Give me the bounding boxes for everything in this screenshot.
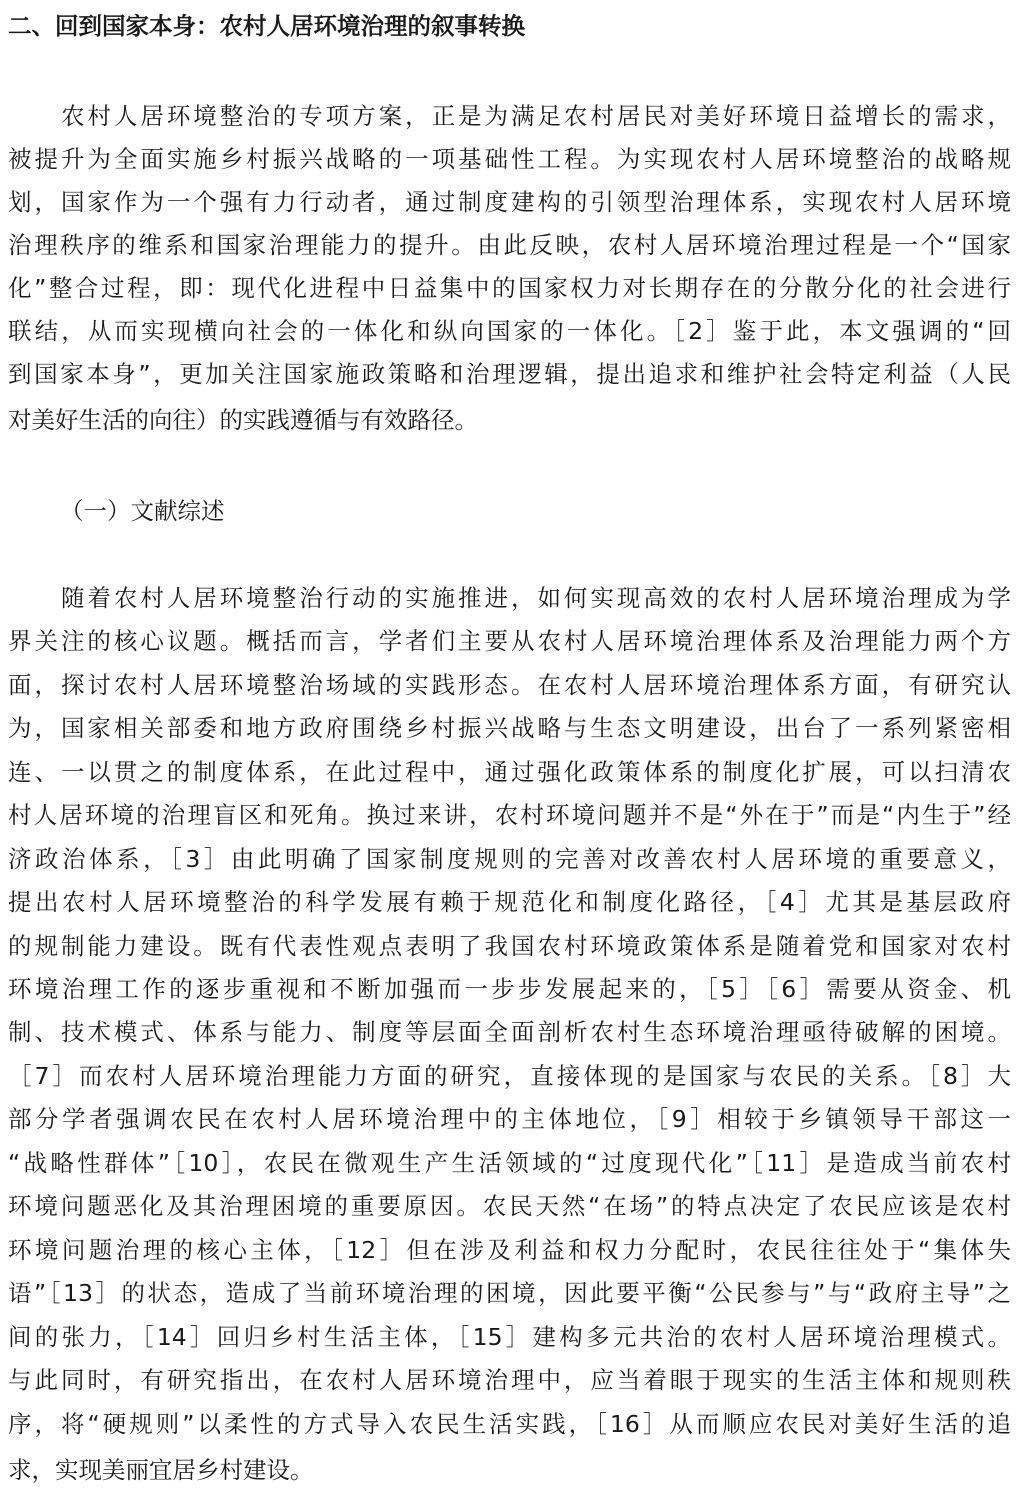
paragraph-line: 为，国家相关部委和地方政府围绕乡村振兴战略与生态文明建设，出台了一系列紧密相 xyxy=(8,714,1011,742)
paragraph-line: 界关注的核心议题。概括而言，学者们主要从农村人居环境治理体系及治理能力两个方 xyxy=(8,627,1011,655)
subsection-heading: （一）文献综述 xyxy=(60,497,225,525)
paragraph-line: 间的张力，［14］回归乡村生活主体，［15］建构多元共治的农村人居环境治理模式。 xyxy=(8,1323,1011,1351)
section-heading: 二、回到国家本身：农村人居环境治理的叙事转换 xyxy=(8,12,525,40)
paragraph-line: 连、一以贯之的制度体系，在此过程中，通过强化政策体系的制度化扩展，可以扫清农 xyxy=(8,758,1011,786)
paragraph-line: 对美好生活的向往）的实践遵循与有效路径。 xyxy=(8,406,478,434)
paragraph-line: 随着农村人居环境整治行动的实施推进，如何实现高效的农村人居环境治理成为学 xyxy=(8,584,1011,612)
paragraph-line: 治理秩序的维系和国家治理能力的提升。由此反映，农村人居环境治理过程是一个“国家 xyxy=(8,231,1011,259)
paragraph-line: 环境问题恶化及其治理困境的重要原因。农民天然“在场”的特点决定了农民应该是农村 xyxy=(8,1192,1011,1220)
paragraph-line: 的规制能力建设。既有代表性观点表明了我国农村环境政策体系是随着党和国家对农村 xyxy=(8,932,1011,960)
paragraph-line: 联结，从而实现横向社会的一体化和纵向国家的一体化。［2］鉴于此，本文强调的“回 xyxy=(8,317,1011,345)
paragraph-line: 求，实现美丽宜居乡村建设。 xyxy=(8,1456,314,1484)
paragraph-line: 环境问题治理的核心主体，［12］但在涉及利益和权力分配时，农民往往处于“集体失 xyxy=(8,1236,1011,1264)
paragraph-line: 济政治体系，［3］由此明确了国家制度规则的完善对改善农村人居环境的重要意义， xyxy=(8,845,1011,873)
paragraph-line: 与此同时，有研究指出，在农村人居环境治理中，应当着眼于现实的生活主体和规则秩 xyxy=(8,1366,1011,1394)
paragraph-line: 序，将“硬规则”以柔性的方式导入农民生活实践，［16］从而顺应农民对美好生活的追 xyxy=(8,1410,1011,1438)
paragraph-line: 提出农村人居环境整治的科学发展有赖于规范化和制度化路径，［4］尤其是基层政府 xyxy=(8,888,1011,916)
paragraph-line: ［7］而农村人居环境治理能力方面的研究，直接体现的是国家与农民的关系。［8］大 xyxy=(8,1062,1011,1090)
paragraph-line: 化”整合过程，即：现代化进程中日益集中的国家权力对长期存在的分散分化的社会进行 xyxy=(8,274,1011,302)
paragraph-line: 农村人居环境整治的专项方案，正是为满足农村居民对美好环境日益增长的需求， xyxy=(8,102,1011,130)
paragraph-line: “战略性群体”［10］，农民在微观生产生活领域的“过度现代化”［11］是造成当前农村 xyxy=(8,1149,1011,1177)
paragraph-line: 部分学者强调农民在农村人居环境治理中的主体地位，［9］相较于乡镇领导干部这一 xyxy=(8,1105,1011,1133)
paragraph-line: 到国家本身”，更加关注国家施政策略和治理逻辑，提出追求和维护社会特定利益（人民 xyxy=(8,360,1011,388)
paragraph-line: 被提升为全面实施乡村振兴战略的一项基础性工程。为实现农村人居环境整治的战略规 xyxy=(8,145,1011,173)
paragraph-line: 划，国家作为一个强有力行动者，通过制度建构的引领型治理体系，实现农村人居环境 xyxy=(8,188,1011,216)
paragraph-line: 环境治理工作的逐步重视和不断加强而一步步发展起来的，［5］［6］需要从资金、机 xyxy=(8,975,1011,1003)
paragraph-line: 面，探讨农村人居环境整治场域的实践形态。在农村人居环境治理体系方面，有研究认 xyxy=(8,671,1011,699)
paragraph-line: 制、技术模式、体系与能力、制度等层面全面剖析农村生态环境治理亟待破解的困境。 xyxy=(8,1018,1011,1046)
paragraph-line: 村人居环境的治理盲区和死角。换过来讲，农村环境问题并不是“外在于”而是“内生于”经 xyxy=(8,801,1011,829)
paragraph-line: 语”［13］的状态，造成了当前环境治理的困境，因此要平衡“公民参与”与“政府主导”之 xyxy=(8,1279,1011,1307)
